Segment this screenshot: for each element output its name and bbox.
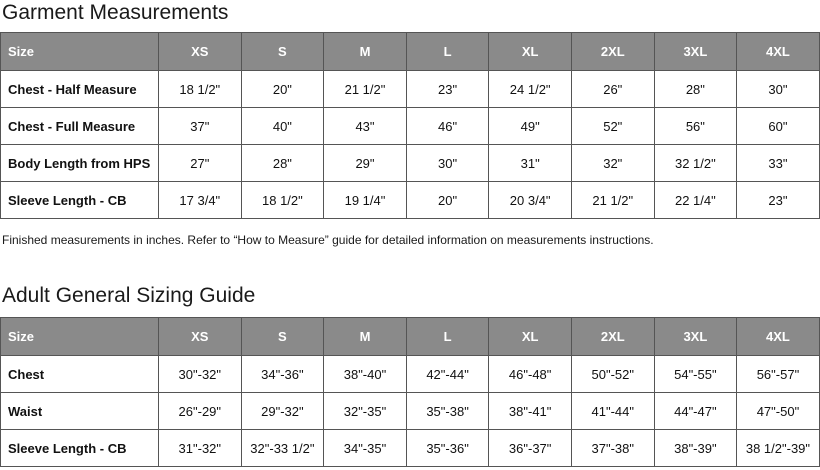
- table-cell: 21 1/2": [324, 71, 407, 108]
- table-cell: 29"-32": [241, 393, 324, 430]
- row-label: Waist: [1, 393, 159, 430]
- table-cell: 17 3/4": [159, 182, 242, 219]
- table-cell: 54"-55": [654, 356, 737, 393]
- measurement-note: Finished measurements in inches. Refer to “How to Measure” guide for detailed information on measurements instructions.: [2, 233, 654, 247]
- column-header: 2XL: [571, 33, 654, 71]
- column-header: M: [324, 318, 407, 356]
- table-cell: 46": [406, 108, 489, 145]
- garment-measurements-title: Garment Measurements: [2, 1, 229, 24]
- column-header: XL: [489, 33, 572, 71]
- table-cell: 20": [241, 71, 324, 108]
- column-header: M: [324, 33, 407, 71]
- table-cell: 34"-36": [241, 356, 324, 393]
- table-cell: 37": [159, 108, 242, 145]
- row-label: Chest - Half Measure: [1, 71, 159, 108]
- table-cell: 38"-40": [324, 356, 407, 393]
- column-header: XL: [489, 318, 572, 356]
- table-cell: 40": [241, 108, 324, 145]
- column-header: XS: [159, 33, 242, 71]
- table-cell: 30": [737, 71, 820, 108]
- table-row: [1, 356, 820, 393]
- table-cell: 18 1/2": [241, 182, 324, 219]
- table-cell: 32"-33 1/2": [241, 430, 324, 467]
- column-header: Size: [1, 318, 159, 356]
- adult-sizing-guide-table: [0, 317, 820, 467]
- column-header: 2XL: [571, 318, 654, 356]
- table-cell: 30"-32": [159, 356, 242, 393]
- table-cell: 31": [489, 145, 572, 182]
- table-cell: 29": [324, 145, 407, 182]
- column-header: S: [241, 33, 324, 71]
- table-row: [1, 430, 820, 467]
- table-cell: 33": [737, 145, 820, 182]
- table-row: [1, 182, 820, 219]
- table-header-row: [1, 318, 820, 356]
- table-cell: 36"-37": [489, 430, 572, 467]
- table-cell: 32": [571, 145, 654, 182]
- table-cell: 22 1/4": [654, 182, 737, 219]
- column-header: 3XL: [654, 33, 737, 71]
- table-cell: 28": [241, 145, 324, 182]
- table-cell: 31"-32": [159, 430, 242, 467]
- table-cell: 43": [324, 108, 407, 145]
- table-cell: 49": [489, 108, 572, 145]
- table-row: [1, 145, 820, 182]
- table-cell: 27": [159, 145, 242, 182]
- table-cell: 30": [406, 145, 489, 182]
- column-header: 4XL: [737, 33, 820, 71]
- table-cell: 26"-29": [159, 393, 242, 430]
- column-header: Size: [1, 33, 159, 71]
- table-cell: 34"-35": [324, 430, 407, 467]
- table-cell: 60": [737, 108, 820, 145]
- table-cell: 42"-44": [406, 356, 489, 393]
- table-cell: 44"-47": [654, 393, 737, 430]
- table-row: [1, 71, 820, 108]
- table-cell: 47"-50": [737, 393, 820, 430]
- column-header: S: [241, 318, 324, 356]
- table-cell: 18 1/2": [159, 71, 242, 108]
- table-header-row: [1, 33, 820, 71]
- table-cell: 20 3/4": [489, 182, 572, 219]
- column-header: 4XL: [737, 318, 820, 356]
- table-cell: 38 1/2"-39": [737, 430, 820, 467]
- row-label: Body Length from HPS: [1, 145, 159, 182]
- table-cell: 35"-38": [406, 393, 489, 430]
- table-cell: 23": [737, 182, 820, 219]
- column-header: XS: [159, 318, 242, 356]
- column-header: L: [406, 318, 489, 356]
- table-cell: 46"-48": [489, 356, 572, 393]
- table-cell: 50"-52": [571, 356, 654, 393]
- column-header: L: [406, 33, 489, 71]
- table-cell: 23": [406, 71, 489, 108]
- row-label: Chest: [1, 356, 159, 393]
- table-cell: 38"-39": [654, 430, 737, 467]
- table-row: [1, 108, 820, 145]
- table-cell: 21 1/2": [571, 182, 654, 219]
- table-cell: 52": [571, 108, 654, 145]
- table-cell: 28": [654, 71, 737, 108]
- table-cell: 19 1/4": [324, 182, 407, 219]
- table-cell: 41"-44": [571, 393, 654, 430]
- table-row: [1, 393, 820, 430]
- table-cell: 26": [571, 71, 654, 108]
- table-cell: 24 1/2": [489, 71, 572, 108]
- garment-measurements-table: [0, 32, 820, 219]
- row-label: Chest - Full Measure: [1, 108, 159, 145]
- column-header: 3XL: [654, 318, 737, 356]
- adult-sizing-guide-title: Adult General Sizing Guide: [2, 284, 256, 307]
- table-cell: 56": [654, 108, 737, 145]
- table-cell: 35"-36": [406, 430, 489, 467]
- row-label: Sleeve Length - CB: [1, 182, 159, 219]
- row-label: Sleeve Length - CB: [1, 430, 159, 467]
- table-cell: 20": [406, 182, 489, 219]
- table-cell: 56"-57": [737, 356, 820, 393]
- table-cell: 37"-38": [571, 430, 654, 467]
- table-cell: 32"-35": [324, 393, 407, 430]
- table-cell: 38"-41": [489, 393, 572, 430]
- table-cell: 32 1/2": [654, 145, 737, 182]
